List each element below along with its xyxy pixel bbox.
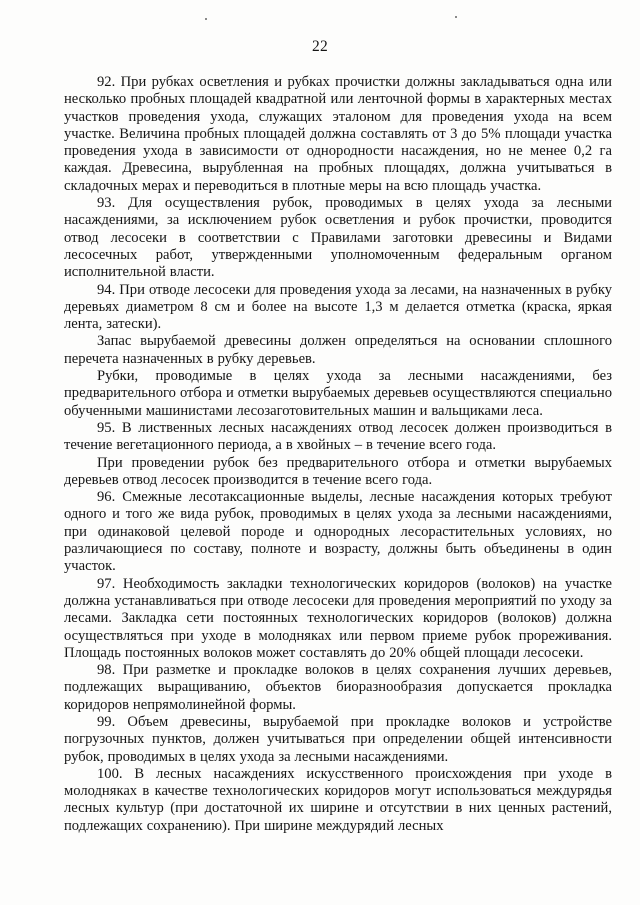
paragraph-96: 96. Смежные лесотаксационные выделы, лесные насаждения которых требуют одного и того же вида рубок, проводимых в целях ухода за лесными насаждениями, при одинаковой целевой породе и однородных лесорастительных условиях, но различающиеся по составу, полноте и возрасту, должны быть объединены в один участок. bbox=[64, 489, 612, 575]
document-body bbox=[64, 74, 612, 835]
paragraph-95: 95. В лиственных лесных насаждениях отвод лесосек должен производиться в течение вегетационного периода, а в хвойных – в течение всего года. bbox=[64, 419, 612, 454]
page-number: 22 bbox=[312, 38, 328, 55]
paragraph-99: 99. Объем древесины, вырубаемой при прокладке волоков и устройстве погрузочных пунктов, должен учитываться при определении общей интенсивности рубок, проводимых в целях ухода за лесными насаждениями. bbox=[64, 713, 612, 765]
scan-speck bbox=[455, 16, 457, 18]
scan-speck bbox=[205, 18, 207, 20]
paragraph-95-allotment: При проведении рубок без предварительного отбора и отметки вырубаемых деревьев отвод лесосек производится в течение всего года. bbox=[64, 454, 612, 488]
paragraph-92: 92. При рубках осветления и рубках прочистки должны закладываться одна или несколько пробных площадей квадратной или ленточной формы в характерных местах участков проведения ухода, служащих эталоном для проведения ухода на всем участке. Величина пробных площадей должна составлять от 3 до 5% площади участка проведения ухода в зависимости от однородности насаждения, но не менее 0,2 га каждая. Древесина, вырубленная на пробных площадях, должна учитываться в складочных мерах и переводиться в плотные меры на всю площадь участка. bbox=[64, 74, 612, 194]
paragraph-94: 94. При отводе лесосеки для проведения ухода за лесами, на назначенных в рубку деревьях диаметром 8 см и более на высоте 1,3 м делается отметка (краска, яркая лента, затески). bbox=[64, 281, 612, 333]
paragraph-93: 93. Для осуществления рубок, проводимых в целях ухода за лесными насаждениями, за исключением рубок осветления и рубок прочистки, проводится отвод лесосеки в соответствии с Правилами заготовки древесины и Видами лесосечных работ, утвержденными уполномоченным федеральным органом исполнительной власти. bbox=[64, 195, 612, 281]
paragraph-98: 98. При разметке и прокладке волоков в целях сохранения лучших деревьев, подлежащих выращиванию, объектов биоразнообразия допускается прокладка коридоров непрямолинейной формы. bbox=[64, 662, 612, 713]
paragraph-94-stock: Запас вырубаемой древесины должен определяться на основании сплошного перечета назначенных в рубку деревьев. bbox=[64, 333, 612, 367]
paragraph-100: 100. В лесных насаждениях искусственного происхождения при уходе в молодняках в качестве технологических коридоров могут использоваться междурядья лесных культур (при достаточной их ширине и отсутствии в них ценных растений, подлежащих сохранению). При ширине междурядий лесных bbox=[64, 765, 612, 834]
paragraph-97: 97. Необходимость закладки технологических коридоров (волоков) на участке должна устанавливаться при отводе лесосеки для проведения мероприятий по уходу за лесами. Закладка сети постоянных технологических коридоров (волоков) должна осуществляться при уходе в молодняках или первом приеме рубок прореживания. Площадь постоянных волоков может составлять до 20% общей площади лесосеки. bbox=[64, 575, 612, 661]
paragraph-94-harvesting: Рубки, проводимые в целях ухода за лесными насаждениями, без предварительного отбора и отметки вырубаемых деревьев осуществляются специально обученными машинистами лесозаготовительных машин и вальщиками леса. bbox=[64, 368, 612, 419]
